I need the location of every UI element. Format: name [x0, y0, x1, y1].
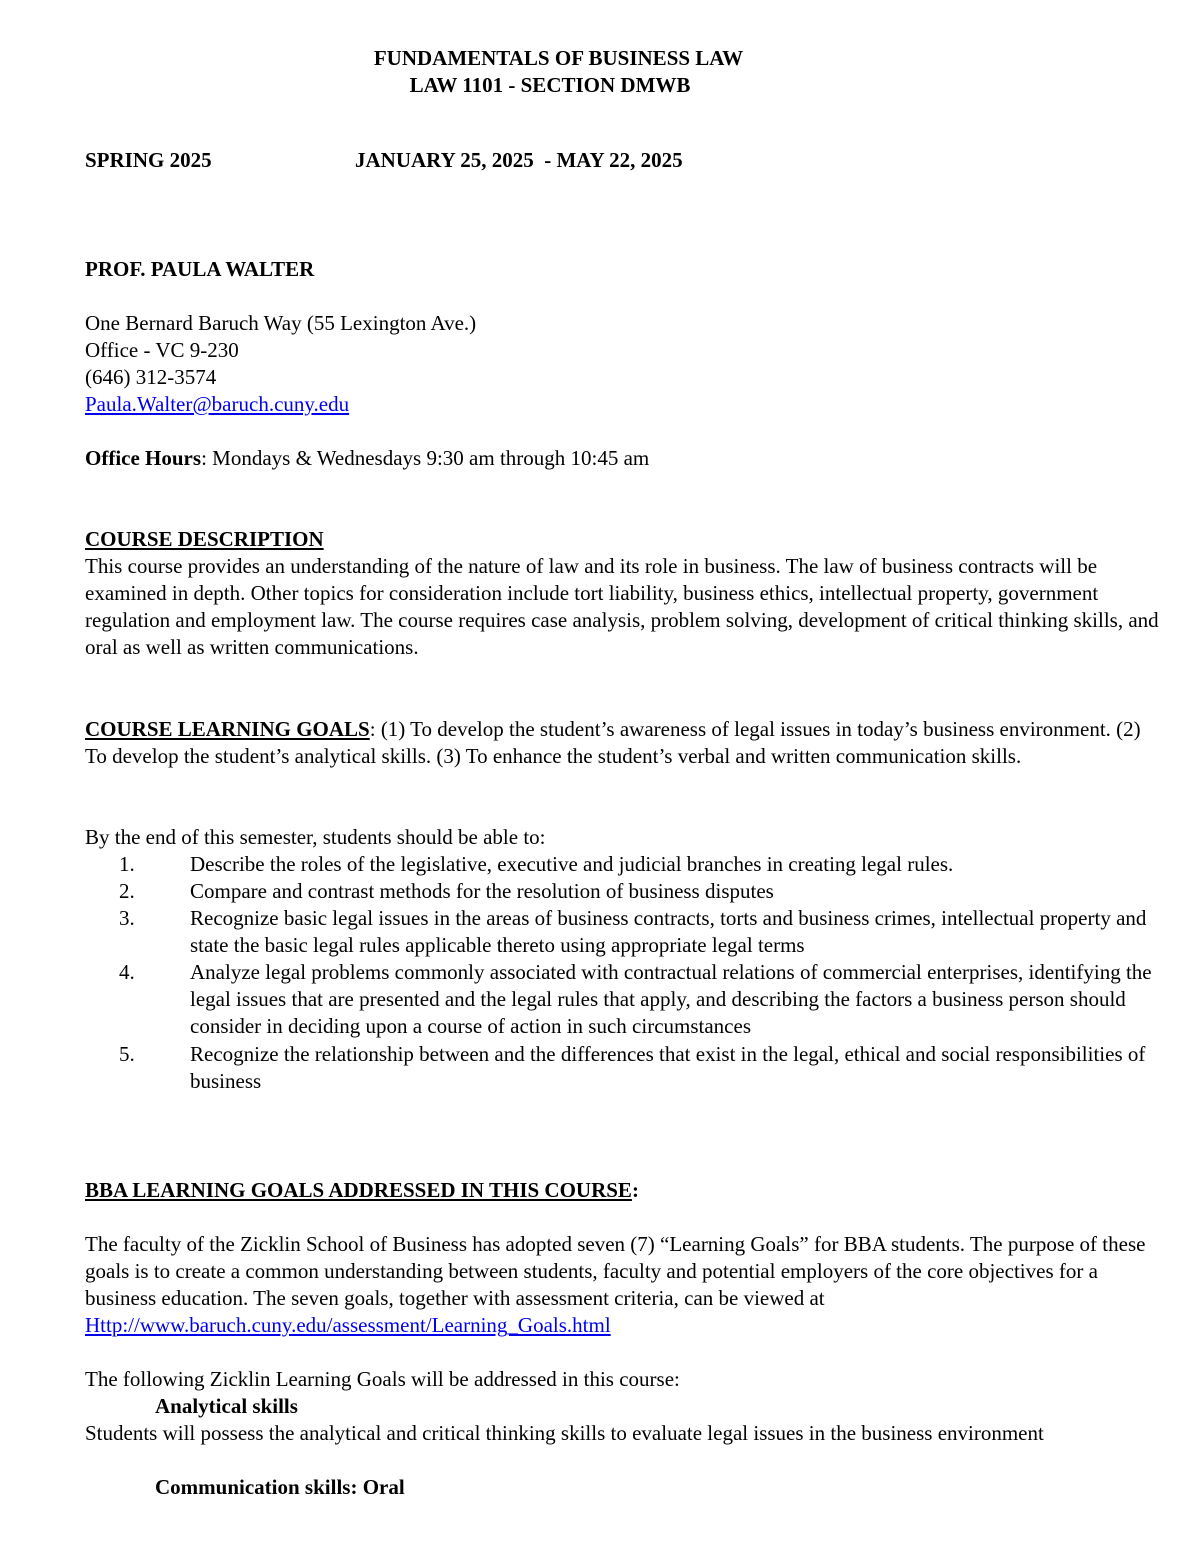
objective-text: Compare and contrast methods for the resolution of business disputes: [190, 879, 774, 903]
objective-number: 1.: [119, 852, 135, 876]
instructor-name: PROF. PAULA WALTER: [85, 257, 315, 281]
analytical-skills-heading: Analytical skills: [155, 1394, 298, 1418]
objective-text: Recognize basic legal issues in the areas of business contracts, torts and business crimes, intellectual property and state the basic legal rules applicable thereto using appropriate legal terms: [190, 906, 1147, 957]
bba-goals-text: The faculty of the Zicklin School of Business has adopted seven (7) “Learning Goals” for BBA students. The purpose of these goals is to create a common understanding between students, faculty and potential employers of the core objectives for a business education. The seven goals, together with assessment criteria, can be viewed at: [85, 1232, 1146, 1310]
course-description-heading: COURSE DESCRIPTION: [85, 527, 324, 551]
instructor-email-link[interactable]: Paula.Walter@baruch.cuny.edu: [85, 392, 350, 416]
instructor-address: One Bernard Baruch Way (55 Lexington Ave.): [85, 311, 477, 335]
learning-goals-body: : (1) To develop the student’s awareness of legal issues in today’s business environment. (2) To develop the student’s analytical skills. (3) To enhance the student’s verbal and written communication skills.: [85, 717, 1141, 768]
learning-goals-heading: COURSE LEARNING GOALS: [85, 717, 370, 741]
course-description-body: This course provides an understanding of the nature of law and its role in business. The law of business contracts will be examined in depth. Other topics for consideration include tort liability, business ethics, intellectual property, government regulation and employment law. The course requires case analysis, problem solving, development of critical thinking skills, and oral as well as written communications.: [85, 554, 1159, 659]
objective-number: 5.: [119, 1042, 135, 1066]
office-hours: [85, 445, 649, 472]
instructor-phone: (646) 312-3574: [85, 365, 217, 389]
objective-number: 2.: [119, 879, 135, 903]
term: SPRING 2025: [85, 148, 212, 172]
bba-goals-heading-line: [85, 1177, 639, 1204]
bba-goals-heading: BBA LEARNING GOALS ADDRESSED IN THIS COURSE: [85, 1178, 632, 1202]
term-dates: JANUARY 25, 2025 - MAY 22, 2025: [355, 148, 683, 172]
communication-skills-heading: Communication skills: Oral: [155, 1475, 405, 1499]
objective-text: Recognize the relationship between and the differences that exist in the legal, ethical and social responsibilities of business: [190, 1042, 1146, 1093]
office-hours-label: Office Hours: [85, 446, 202, 470]
bba-goals-heading-colon: :: [631, 1178, 639, 1202]
objective-number: 4.: [119, 960, 135, 984]
office-hours-text: : Mondays & Wednesdays 9:30 am through 10:45 am: [201, 446, 650, 470]
instructor-office: Office - VC 9-230: [85, 338, 239, 362]
zicklin-goals-intro: The following Zicklin Learning Goals will be addressed in this course:: [85, 1367, 680, 1391]
objective-text: Describe the roles of the legislative, executive and judicial branches in creating legal rules.: [190, 852, 954, 876]
objectives-intro: By the end of this semester, students should be able to:: [85, 825, 546, 849]
objective-number: 3.: [119, 906, 135, 930]
bba-goals-body: [85, 1231, 1165, 1339]
course-learning-goals: [85, 716, 1160, 770]
objective-text: Analyze legal problems commonly associated with contractual relations of commercial enterprises, identifying the legal issues that are presented and the legal rules that apply, and describing the factors a business person should consider in deciding upon a course of action in such circumstances: [190, 960, 1152, 1038]
document-title: FUNDAMENTALS OF BUSINESS LAW: [373, 46, 744, 70]
learning-goals-link[interactable]: Http://www.baruch.cuny.edu/assessment/Learning_Goals.html: [85, 1313, 611, 1337]
analytical-skills-text: Students will possess the analytical and critical thinking skills to evaluate legal issues in the business environment: [85, 1421, 1044, 1445]
course-code: LAW 1101 - SECTION DMWB: [409, 73, 691, 97]
